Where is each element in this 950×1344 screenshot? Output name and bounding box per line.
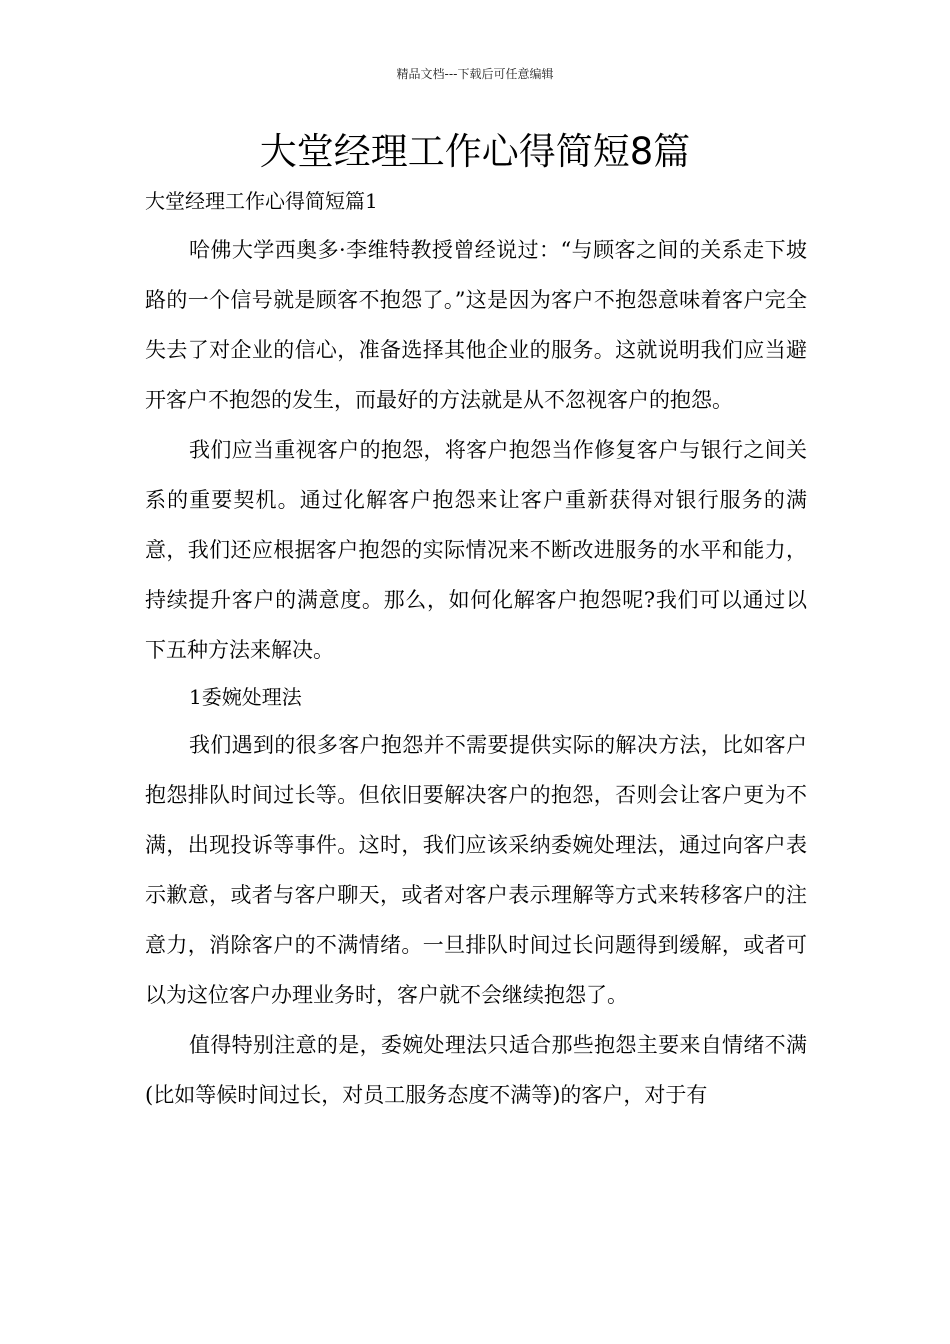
- section-heading: 大堂经理工作心得简短篇1: [145, 189, 378, 213]
- document-body: [145, 181, 807, 1120]
- subheading-method-1: 1委婉处理法: [189, 685, 302, 709]
- paragraph-3: 我们遇到的很多客户抱怨并不需要提供实际的解决方法，比如客户抱怨排队时间过长等。但依旧要解决客户的抱怨，否则会让客户更为不满，出现投诉等事件。这时，我们应该采纳委婉处理法，通过向客户表示歉意，或者与客户聊天，或者对客户表示理解等方式来转移客户的注意力，消除客户的不满情绪。一旦排队时间过长问题得到缓解，或者可以为这位客户办理业务时，客户就不会继续抱怨了。: [145, 733, 807, 1007]
- paragraph-2: 我们应当重视客户的抱怨，将客户抱怨当作修复客户与银行之间关系的重要契机。通过化解客户抱怨来让客户重新获得对银行服务的满意，我们还应根据客户抱怨的实际情况来不断改进服务的水平和能力，持续提升客户的满意度。那么，如何化解客户抱怨呢?我们可以通过以下五种方法来解决。: [145, 438, 807, 662]
- paragraph-4: 值得特别注意的是，委婉处理法只适合那些抱怨主要来自情绪不满(比如等候时间过长，对员工服务态度不满等)的客户，对于有: [145, 1033, 807, 1107]
- page-header-watermark: 精品文档---下载后可任意编辑: [396, 67, 554, 81]
- document-title: 大堂经理工作心得简短8篇: [259, 130, 691, 173]
- paragraph-1: 哈佛大学西奥多·李维特教授曾经说过：“与顾客之间的关系走下坡路的一个信号就是顾客不抱怨了。”这是因为客户不抱怨意味着客户完全失去了对企业的信心，准备选择其他企业的服务。这就说明我们应当避开客户不抱怨的发生，而最好的方法就是从不忽视客户的抱怨。: [145, 238, 807, 412]
